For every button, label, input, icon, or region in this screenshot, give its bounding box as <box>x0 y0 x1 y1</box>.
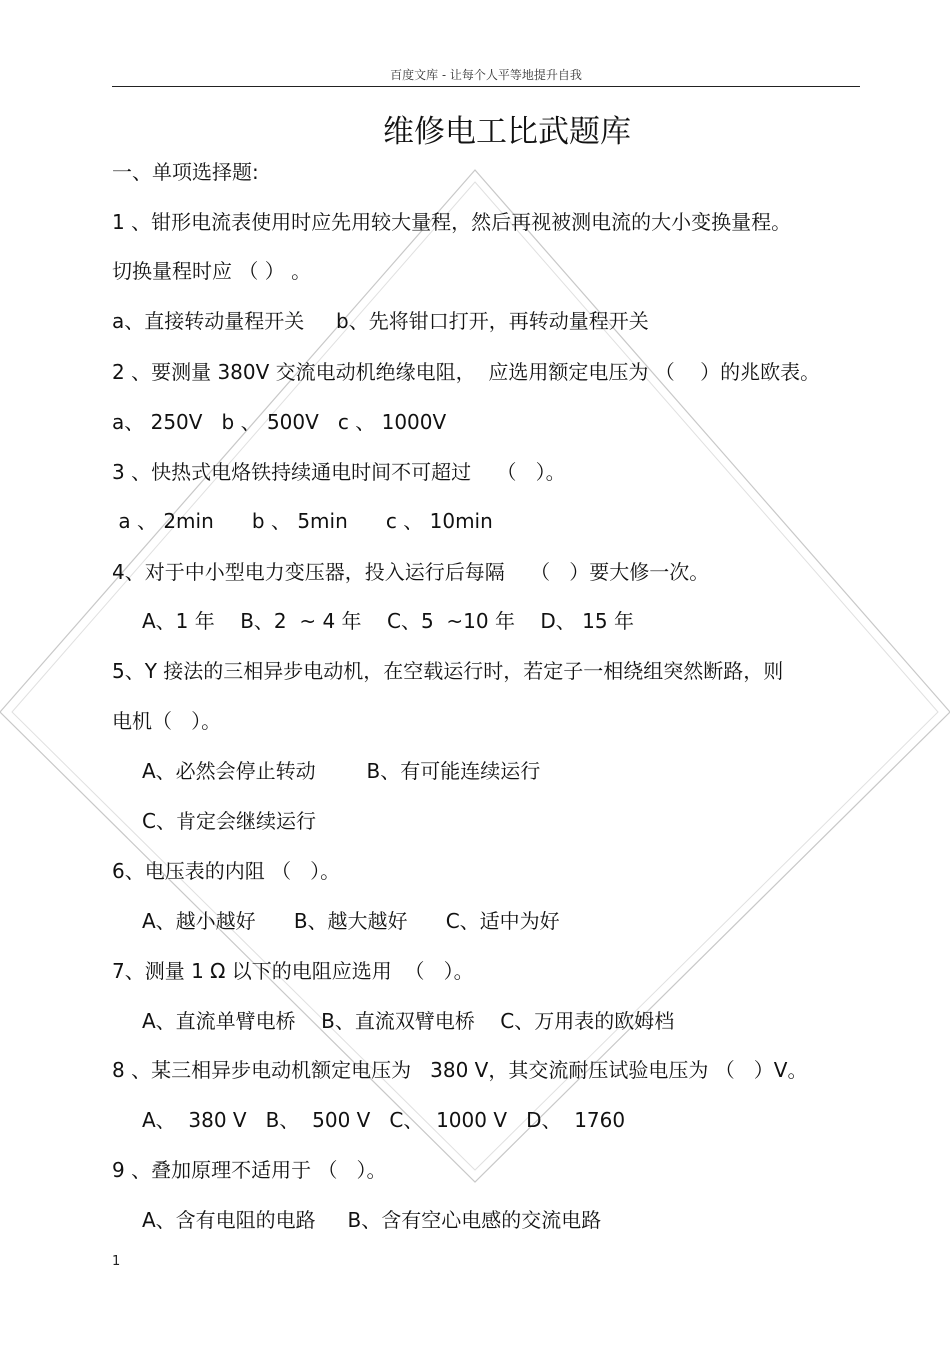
question-3: 3 、快热式电烙铁持续通电时间不可超过 （ ）。 <box>112 460 566 484</box>
question-7: 7、测量 1 Ω 以下的电阻应选用 （ ）。 <box>112 959 474 983</box>
section-heading: 一、单项选择题: <box>112 160 259 184</box>
question-6-options: A、越小越好 B、越大越好 C、适中为好 <box>142 909 560 933</box>
question-1-options: a、直接转动量程开关 b、先将钳口打开，再转动量程开关 <box>112 309 649 333</box>
question-4-options: A、1 年 B、2 ~ 4 年 C、5 ~10 年 D、 15 年 <box>142 609 634 633</box>
question-5-option-c: C、肯定会继续运行 <box>142 809 316 833</box>
question-5: 5、Y 接法的三相异步电动机，在空载运行时，若定子一相绕组突然断路，则 <box>112 659 784 683</box>
question-1: 1 、钳形电流表使用时应先用较大量程，然后再视被测电流的大小变换量程。 <box>112 210 792 234</box>
question-4: 4、对于中小型电力变压器，投入运行后每隔 （ ）要大修一次。 <box>112 560 710 584</box>
question-3-options: a 、 2min b 、 5min c 、 10min <box>112 509 493 533</box>
header-rule <box>112 86 860 87</box>
question-2: 2 、要测量 380V 交流电动机绝缘电阻， 应选用额定电压为 （ ）的兆欧表。 <box>112 360 821 384</box>
page-header: 百度文库 - 让每个人平等地提升自我 <box>390 68 582 82</box>
question-2-options: a、 250V b 、 500V c 、 1000V <box>112 410 447 434</box>
question-9-options: A、含有电阻的电路 B、含有空心电感的交流电路 <box>142 1208 602 1232</box>
question-9: 9 、叠加原理不适用于 （ ）。 <box>112 1158 387 1182</box>
question-5-cont: 电机（ ）。 <box>112 709 222 733</box>
question-8-options: A、 380 V B、 500 V C、 1000 V D、 1760 <box>142 1108 626 1132</box>
page-number: 1 <box>112 1254 121 1269</box>
question-5-options-ab: A、必然会停止转动 B、有可能连续运行 <box>142 759 541 783</box>
question-8: 8 、某三相异步电动机额定电压为 380 V，其交流耐压试验电压为 （ ）V。 <box>112 1058 808 1082</box>
question-7-options: A、直流单臂电桥 B、直流双臂电桥 C、万用表的欧姆档 <box>142 1009 675 1033</box>
document-title: 维修电工比武题库 <box>383 114 631 150</box>
question-1-cont: 切换量程时应 （ ） 。 <box>112 259 312 283</box>
question-6: 6、电压表的内阻 （ ）。 <box>112 859 341 883</box>
